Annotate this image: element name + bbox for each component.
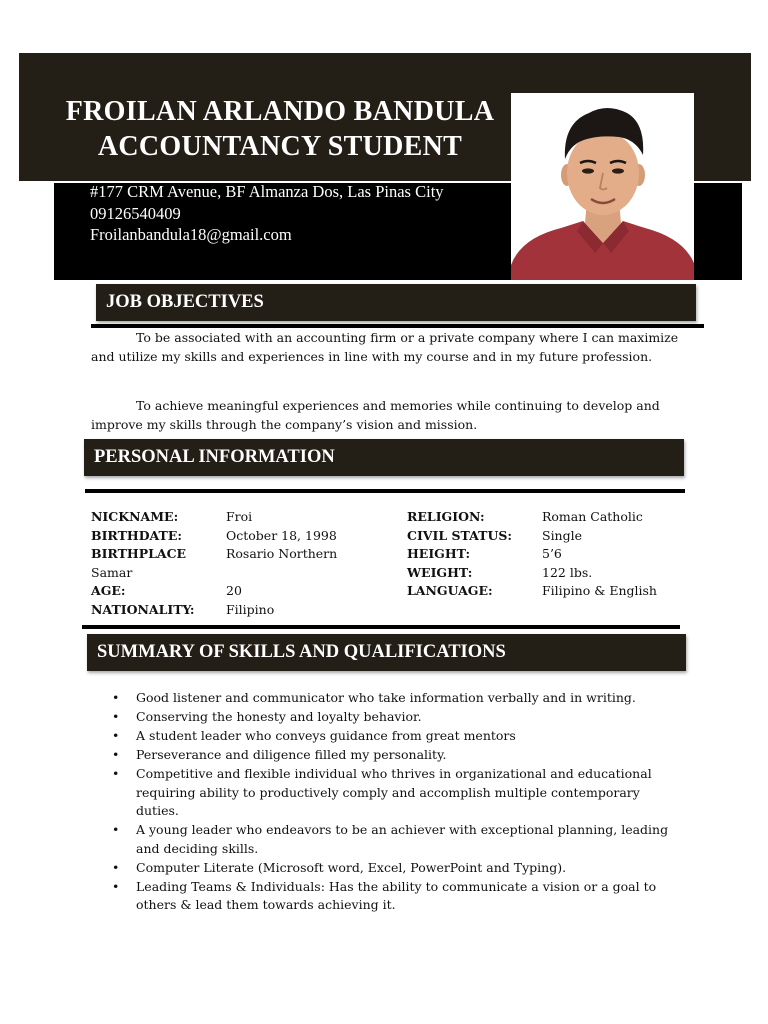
list-item: • A student leader who conveys guidance from great mentors bbox=[91, 727, 671, 746]
list-item: • Leading Teams & Individuals: Has the ability to communicate a vision or a goal to others & lead them towards achieving it. bbox=[91, 878, 671, 915]
section-divider bbox=[85, 489, 685, 493]
resume-header-title bbox=[60, 94, 500, 164]
section-divider bbox=[91, 324, 704, 328]
info-label: NICKNAME: bbox=[91, 509, 179, 524]
personal-info-grid bbox=[91, 508, 691, 620]
list-item: • A young leader who endeavors to be an achiever with exceptional planning, leading and deciding skills. bbox=[91, 821, 671, 858]
list-item: • Competitive and flexible individual who thrives in organizational and educational requiring ability to productively comply and accomplish multiple contemporary duties. bbox=[91, 765, 671, 821]
skills-list bbox=[91, 689, 671, 915]
info-label: LANGUAGE: bbox=[407, 583, 493, 598]
info-label: RELIGION: bbox=[407, 509, 485, 524]
address: #177 CRM Avenue, BF Almanza Dos, Las Pinas City bbox=[90, 182, 444, 201]
info-value: Single bbox=[542, 527, 583, 543]
info-value: Filipino bbox=[226, 601, 275, 617]
info-value: Froi bbox=[226, 509, 253, 524]
objective-text-1: To be associated with an accounting firm or a private company where I can maximize and utilize my skills and experiences in line with my course and in my future profession. bbox=[91, 330, 679, 364]
info-value: 20 bbox=[226, 583, 242, 598]
skills-heading bbox=[87, 634, 686, 671]
skills-title: SUMMARY OF SKILLS AND QUALIFICATIONS bbox=[97, 642, 506, 662]
contact-info bbox=[90, 181, 444, 246]
info-label: BIRTHDATE: bbox=[91, 527, 182, 543]
info-label: BIRTHPLACE bbox=[91, 546, 187, 561]
info-value: Filipino & English bbox=[542, 583, 657, 598]
job-objectives-title: JOB OBJECTIVES bbox=[106, 292, 264, 312]
info-value: Roman Catholic bbox=[542, 509, 643, 524]
info-value: Rosario Northern bbox=[226, 546, 338, 561]
full-name: FROILAN ARLANDO BANDULA bbox=[65, 96, 495, 127]
list-item: • Good listener and communicator who take information verbally and in writing. bbox=[91, 689, 671, 708]
info-label: NATIONALITY: bbox=[91, 601, 195, 617]
list-item: • Perseverance and diligence filled my personality. bbox=[91, 746, 671, 765]
email-address: Froilanbandula18@gmail.com bbox=[90, 225, 292, 244]
objective-text-2: To achieve meaningful experiences and memories while continuing to develop and improve my skills through the company’s vision and mission. bbox=[91, 398, 660, 432]
job-objectives-heading bbox=[96, 284, 696, 321]
info-label: AGE: bbox=[91, 583, 126, 598]
list-item: • Conserving the honesty and loyalty behavior. bbox=[91, 708, 671, 727]
info-label: CIVIL STATUS: bbox=[407, 527, 512, 543]
personal-info-title: PERSONAL INFORMATION bbox=[94, 447, 335, 467]
info-value: 5’6 bbox=[542, 546, 562, 561]
info-value-continued: Samar bbox=[91, 564, 133, 580]
objective-paragraph-2 bbox=[91, 397, 691, 434]
info-value: October 18, 1998 bbox=[226, 527, 337, 543]
objective-paragraph-1 bbox=[91, 329, 691, 366]
info-label: HEIGHT: bbox=[407, 546, 471, 561]
list-item: • Computer Literate (Microsoft word, Excel, PowerPoint and Typing). bbox=[91, 859, 671, 878]
info-label: WEIGHT: bbox=[407, 564, 473, 580]
phone-number: 09126540409 bbox=[90, 203, 181, 223]
job-title: ACCOUNTANCY STUDENT bbox=[97, 131, 463, 162]
personal-info-heading bbox=[84, 439, 684, 476]
info-value: 122 lbs. bbox=[542, 564, 593, 580]
profile-photo bbox=[511, 93, 694, 280]
portrait-illustration bbox=[511, 93, 694, 280]
section-divider bbox=[82, 625, 680, 629]
